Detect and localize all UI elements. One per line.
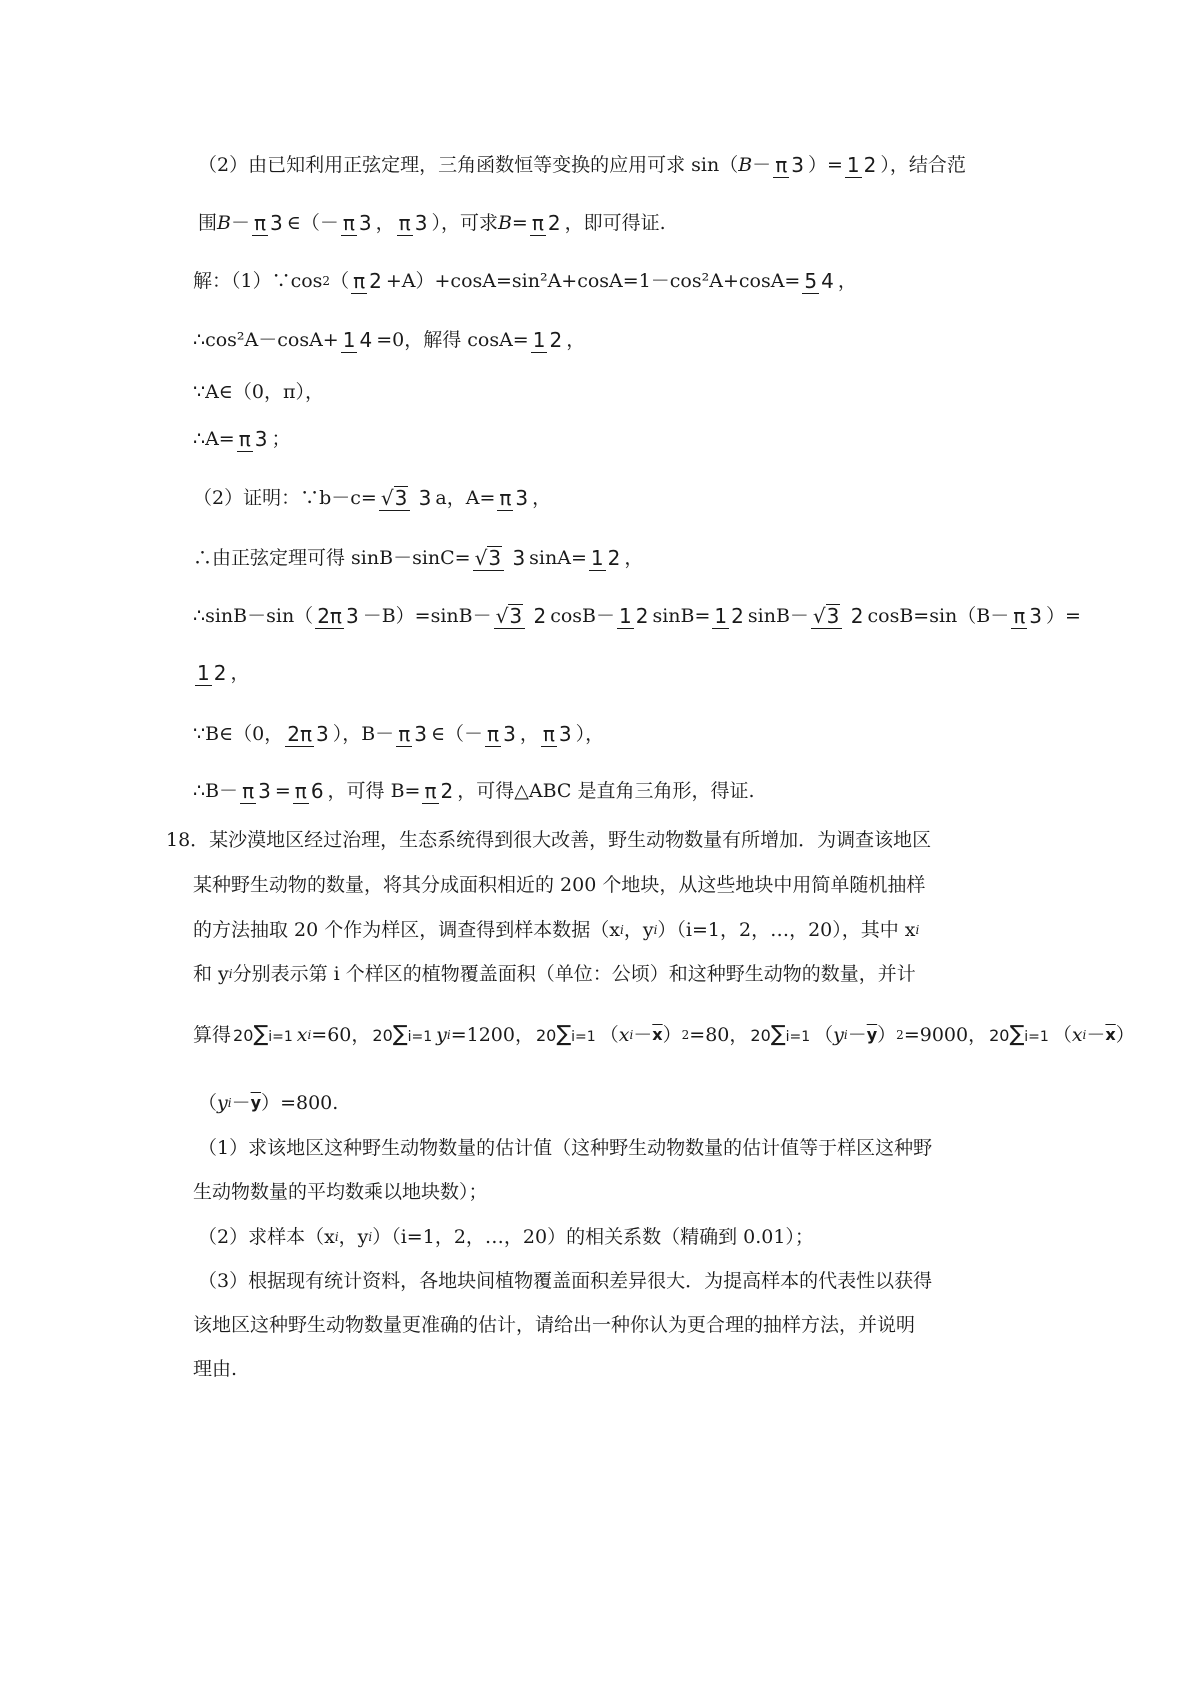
sum-symbol	[750, 1021, 811, 1047]
paren: ）	[662, 1023, 682, 1046]
text: 解：（1）∵cos	[193, 269, 323, 292]
var-b: B	[497, 211, 512, 234]
var-b: B	[738, 153, 753, 176]
minus: －	[231, 1091, 251, 1114]
den: 2	[533, 603, 547, 628]
text: a，A=	[435, 486, 496, 509]
sub-i: i	[653, 923, 658, 937]
sum-bottom: i=1	[785, 1028, 811, 1045]
sup: 2	[322, 274, 331, 288]
solution-line-4	[193, 417, 291, 461]
sigma: ∑	[392, 1021, 408, 1047]
num: 1	[532, 327, 546, 352]
text: ∴cos²A－cosA+	[193, 328, 339, 351]
den: 4	[359, 327, 373, 352]
sub-i: i	[629, 1028, 634, 1042]
sum-top: 20	[750, 1025, 771, 1045]
fraction-sqrt3-3	[473, 546, 528, 571]
num: π	[542, 721, 555, 746]
solution-line-7	[193, 593, 1081, 639]
sum-bottom: i=1	[1024, 1028, 1049, 1045]
den: 2	[369, 268, 382, 293]
var-y: y	[217, 1091, 228, 1114]
sum-symbol	[372, 1021, 433, 1047]
comma: ，	[375, 211, 395, 234]
num: √3	[494, 604, 525, 629]
fraction-1-2	[712, 604, 745, 629]
text: （3）根据现有统计资料，各地块间植物覆盖面积差异很大．为提高样本的代表性以获得	[198, 1269, 933, 1292]
text: （2）证明：∵b－c=	[193, 486, 377, 509]
minus: －	[1086, 1023, 1106, 1046]
num: π	[398, 210, 411, 235]
den: 2	[635, 603, 649, 628]
num: √3	[379, 486, 410, 511]
text: 该地区这种野生动物数量更准确的估计，请给出一种你认为更合理的抽样方法，并说明	[193, 1313, 916, 1336]
q18-part1-line-1	[198, 1136, 932, 1160]
den: 3	[418, 485, 432, 510]
q18-part3-line-3	[193, 1357, 237, 1381]
text: 理由.	[193, 1357, 238, 1380]
paren: （	[330, 269, 350, 292]
sigma: ∑	[1009, 1021, 1025, 1047]
fraction-1-2	[531, 328, 564, 353]
text: －B）=sinB－	[362, 604, 492, 627]
paren-eq: ）=	[807, 153, 843, 176]
den: 3	[315, 721, 329, 746]
text: =60，	[311, 1023, 371, 1046]
solution-line-9	[193, 769, 755, 813]
text: （2）求样本（x	[198, 1225, 335, 1248]
num: √3	[473, 546, 504, 571]
sup: 2	[896, 1028, 904, 1042]
paren: （	[1052, 1023, 1072, 1046]
eq: =	[511, 211, 528, 234]
text: sinB－	[747, 604, 809, 627]
fraction-pi-3	[773, 153, 806, 178]
text: ），结合范	[880, 153, 966, 176]
sup: 2	[681, 1028, 690, 1042]
sub-i: i	[334, 1230, 339, 1244]
text: ，	[519, 722, 539, 745]
solution-line-5	[193, 475, 551, 521]
var-x: x	[1071, 1023, 1083, 1046]
paren: （	[198, 1091, 218, 1114]
num: π	[398, 721, 411, 746]
q18-line-3	[193, 918, 919, 942]
sum-symbol	[233, 1021, 293, 1047]
solution-line-2	[193, 320, 585, 360]
fraction-pi-3	[252, 211, 285, 236]
sigma: ∑	[556, 1021, 572, 1047]
num: π	[487, 721, 500, 746]
fraction-pi-3	[541, 722, 574, 747]
sigma: ∑	[770, 1021, 786, 1047]
text: ∴由正弦定理可得 sinB－sinC=	[193, 546, 471, 569]
radicand: 3	[826, 603, 840, 628]
plus-a: +A）	[385, 269, 435, 292]
num: 1	[618, 603, 632, 628]
fraction-5-4	[802, 269, 835, 294]
text: ，即可得证.	[564, 211, 666, 234]
den: 2	[731, 603, 744, 628]
num: π	[353, 268, 366, 293]
y-bar: $\overline{y}$	[250, 1093, 262, 1112]
num: 5	[804, 268, 818, 293]
paren: （	[814, 1023, 834, 1046]
den: 3	[791, 152, 804, 177]
fraction-pi-2	[351, 269, 384, 294]
fraction-1-2	[845, 153, 878, 178]
text: ∴B－	[193, 779, 239, 802]
sub-i: i	[227, 1096, 232, 1110]
num: π	[1013, 603, 1026, 628]
fraction-sqrt3-2	[494, 604, 549, 629]
text: =0，解得 cosA=	[376, 328, 529, 351]
sum-top: 20	[372, 1025, 393, 1045]
text: cosB－	[550, 604, 615, 627]
fraction-2pi-3	[315, 604, 361, 629]
semicolon: ；	[271, 427, 291, 450]
text: sinB=	[652, 604, 711, 627]
minus: －	[752, 153, 772, 176]
paren: ）	[877, 1023, 897, 1046]
var-x: x	[618, 1023, 630, 1046]
text: ∴A=	[193, 427, 235, 450]
x-bar: $\overline{x}$	[1105, 1025, 1116, 1044]
num: π	[775, 152, 788, 177]
sub-i: i	[915, 923, 920, 937]
paren: ）	[1115, 1023, 1135, 1046]
text: ∵B∈（0，	[193, 722, 284, 745]
den: 2	[547, 210, 561, 235]
sub-i: i	[368, 1230, 373, 1244]
fraction-pi-3	[397, 211, 430, 236]
num: π	[424, 778, 437, 803]
text: ）（i=1，2，…，20），其中 x	[657, 918, 916, 941]
solution-line-8	[193, 712, 604, 756]
text: ，可得 B=	[327, 779, 421, 802]
solution-line-6	[193, 535, 643, 581]
num: π	[294, 778, 307, 803]
fraction-pi-3	[396, 722, 429, 747]
paren: ）	[261, 1091, 281, 1114]
sum-bottom: i=1	[268, 1028, 293, 1045]
fraction-pi-3	[1011, 604, 1044, 629]
solution-line-1	[193, 261, 857, 301]
sub-i: i	[1082, 1028, 1087, 1042]
sub-i: i	[446, 1028, 451, 1042]
num: π	[254, 210, 267, 235]
fraction-pi-3	[341, 211, 374, 236]
text: 围	[198, 211, 218, 234]
num: 1	[714, 603, 728, 628]
text: ）=	[1046, 604, 1081, 627]
num: π	[342, 210, 355, 235]
num: 1	[197, 660, 210, 685]
text: ），	[575, 722, 605, 745]
text: cosB=sin（B－	[867, 604, 1010, 627]
fraction-pi-3	[237, 427, 270, 452]
den: 2	[440, 778, 454, 803]
text: =800.	[280, 1091, 339, 1114]
minus: －	[847, 1023, 867, 1046]
den: 3	[503, 721, 516, 746]
den: 6	[310, 778, 324, 803]
fraction-sqrt3-3	[379, 486, 434, 511]
den: 3	[258, 778, 271, 803]
den: 2	[549, 327, 563, 352]
fraction-pi-3	[497, 486, 530, 511]
sum-top: 20	[233, 1025, 254, 1045]
num: 1	[342, 327, 356, 352]
den: 3	[414, 210, 428, 235]
sum-symbol	[989, 1021, 1049, 1047]
den: 3	[254, 426, 268, 451]
den: 2	[213, 660, 227, 685]
q18-part1-line-2	[193, 1180, 488, 1204]
solution-line-7-wrap	[193, 650, 249, 696]
q18-part3-line-2	[193, 1313, 915, 1337]
var-y: y	[833, 1023, 844, 1046]
text: sinA=	[529, 546, 587, 569]
sum-top: 20	[535, 1025, 557, 1045]
num: π	[242, 778, 255, 803]
den: 2	[863, 152, 877, 177]
minus: －	[633, 1023, 653, 1046]
text: =9000，	[903, 1023, 988, 1046]
text: （1）求该地区这种野生动物数量的估计值（这种野生动物数量的估计值等于样区这种野	[198, 1136, 933, 1159]
num: π	[531, 210, 544, 235]
q18-line-2	[193, 873, 925, 897]
sub-i: i	[307, 1028, 312, 1042]
solution-line-3	[193, 380, 324, 404]
x-bar: $\overline{x}$	[652, 1025, 663, 1044]
radicand: 3	[509, 603, 523, 628]
in: ∈（－	[286, 211, 339, 234]
fraction-2pi-3	[285, 722, 331, 747]
hint-line-1	[198, 145, 966, 185]
num: 1	[846, 152, 860, 177]
den: 2	[850, 603, 864, 628]
den: 3	[345, 603, 359, 628]
text: （2）由已知利用正弦定理，三角函数恒等变换的应用可求 sin（	[198, 153, 739, 176]
text: =1200，	[450, 1023, 534, 1046]
sum-top: 20	[989, 1025, 1010, 1045]
var-y: y	[436, 1023, 447, 1046]
sum-bottom: i=1	[571, 1028, 596, 1045]
text: =	[274, 779, 291, 802]
fraction-pi-3	[240, 779, 273, 804]
text: 和 y	[193, 962, 229, 985]
comma: ，	[566, 328, 586, 351]
num: 1	[590, 545, 604, 570]
sub-i: i	[619, 923, 624, 937]
text: ，y	[623, 918, 654, 941]
fraction-pi-6	[293, 779, 326, 804]
q18-sums-line-2	[198, 1090, 338, 1116]
text: ，y	[338, 1225, 369, 1248]
den: 3	[414, 721, 427, 746]
den: 3	[515, 485, 529, 510]
fraction-1-2	[195, 661, 228, 686]
den: 3	[558, 721, 572, 746]
num: 2π	[317, 603, 342, 628]
var-b: B	[217, 211, 231, 234]
text: =80，	[689, 1023, 749, 1046]
comma: ，	[532, 486, 552, 509]
text: ∵A∈（0，π），	[193, 380, 324, 403]
fraction-1-2	[589, 546, 622, 571]
paren: （	[599, 1023, 619, 1046]
q18-sums-line	[193, 1003, 1135, 1067]
sum-symbol	[535, 1021, 596, 1047]
den: 3	[1029, 603, 1043, 628]
q18-line-4	[193, 962, 916, 986]
minus: －	[230, 211, 250, 234]
den: 3	[358, 210, 372, 235]
text: +cosA=sin²A+cosA=1－cos²A+cosA=	[434, 269, 801, 292]
radicand: 3	[394, 485, 408, 510]
q18-part3-line-1	[198, 1269, 932, 1293]
q18-part2	[198, 1225, 814, 1249]
num: π	[238, 426, 251, 451]
den: 3	[270, 210, 283, 235]
fraction-pi-2	[530, 211, 563, 236]
text: ），B－	[332, 722, 395, 745]
num: π	[499, 485, 512, 510]
sum-bottom: i=1	[407, 1028, 433, 1045]
text: ）（i=1，2，…，20）的相关系数（精确到 0.01）；	[372, 1225, 814, 1248]
sigma: ∑	[253, 1021, 269, 1047]
comma: ，	[837, 269, 857, 292]
fraction-1-2	[617, 604, 650, 629]
text: ∴sinB－sin（	[193, 604, 314, 627]
y-bar: $\overline{y}$	[866, 1025, 878, 1044]
text: 18．某沙漠地区经过治理，生态系统得到很大改善，野生动物数量有所增加．为调查该地区	[166, 828, 932, 851]
num: 2π	[287, 721, 312, 746]
comma: ，	[624, 546, 644, 569]
den: 2	[607, 545, 621, 570]
den: 3	[512, 545, 526, 570]
text: ），可求	[431, 211, 498, 234]
fraction-pi-2	[422, 779, 455, 804]
q18-line-1	[166, 828, 931, 852]
num: √3	[811, 604, 842, 629]
text: 分别表示第 i 个样区的植物覆盖面积（单位：公顷）和这种野生动物的数量，并计	[232, 962, 916, 985]
text: 某种野生动物的数量，将其分成面积相近的 200 个地块，从这些地块中用简单随机抽样	[193, 873, 926, 896]
text: ，可得△ABC 是直角三角形，得证.	[457, 779, 755, 802]
text: 生动物数量的平均数乘以地块数）；	[193, 1180, 488, 1203]
fraction-sqrt3-2	[811, 604, 866, 629]
text: 算得	[193, 1023, 232, 1046]
text: ∈（－	[430, 722, 484, 745]
radicand: 3	[488, 545, 502, 570]
sub-i: i	[228, 967, 233, 981]
fraction-pi-3	[485, 722, 518, 747]
den: 4	[821, 268, 834, 293]
hint-line-2	[198, 203, 666, 243]
comma: ，	[230, 661, 250, 684]
sub-i: i	[843, 1028, 848, 1042]
var-x: x	[296, 1023, 308, 1046]
text: 的方法抽取 20 个作为样区，调查得到样本数据（x	[193, 918, 620, 941]
fraction-1-4	[341, 328, 374, 353]
